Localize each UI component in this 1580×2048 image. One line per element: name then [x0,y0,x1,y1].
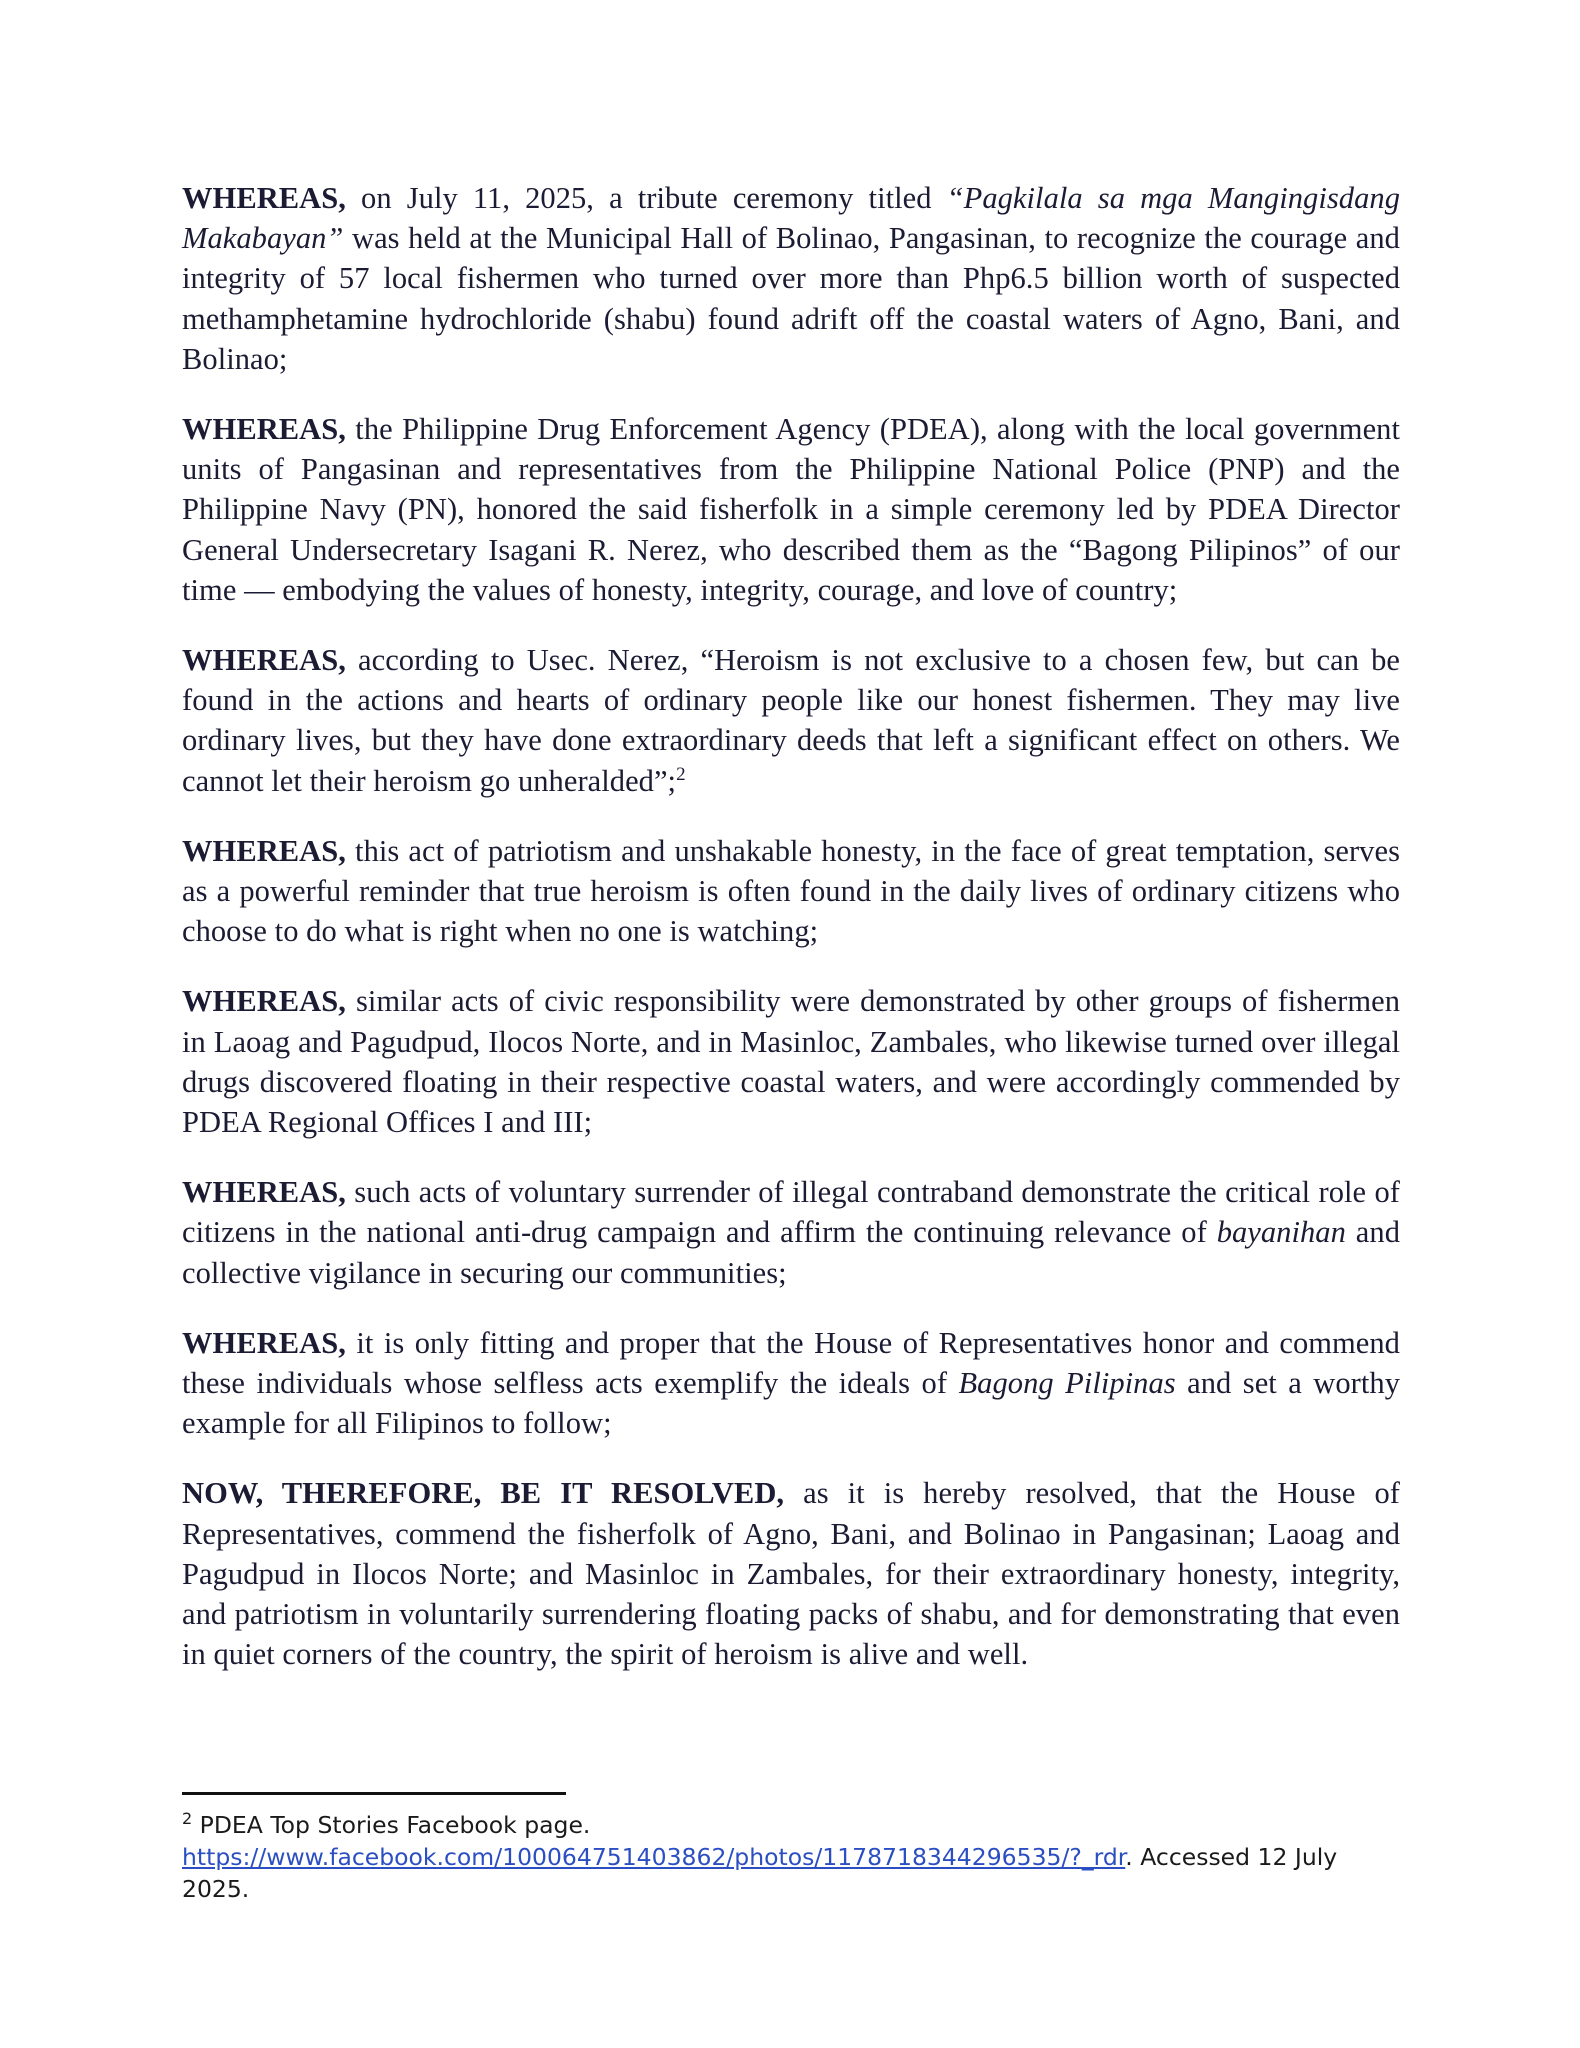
clause-voluntary-surrender [182,1172,1400,1293]
clause-fitting-and-proper [182,1323,1400,1444]
clause-italic-text: “Pagkilala sa mga Mangingisdang Makabayan” [182,181,1400,256]
clause-lead-in: WHEREAS, [182,181,346,215]
clause-patriotism [182,831,1400,952]
clause-text: similar acts of civic responsibility were demonstrated by other groups of fishermen in Laoag and Pagudpud, Ilocos Norte, and in Masinloc, Zambales, who likewise turned over illegal drugs discovered floating in their respective coastal waters, and were accordingly commended by PDEA Regional Offices I and III; [182,984,1400,1140]
clause-resolved [182,1473,1400,1674]
clause-tribute-ceremony [182,178,1400,379]
clause-text: according to Usec. Nerez, “Heroism is not exclusive to a chosen few, but can be found in the actions and hearts of ordinary people like our honest fishermen. They may live ordinary lives, but they have done extraordinary deeds that left a significant effect on others. We cannot let their heroism go unheralded”; [182,643,1400,798]
footnote-marker: 2 [182,1809,193,1829]
clause-text: and set a worthy example for all Filipinos to follow; [182,1366,1401,1441]
clause-lead-in: NOW, THEREFORE, BE IT RESOLVED, [182,1476,785,1511]
clause-lead-in: WHEREAS, [182,643,346,678]
clause-text: this act of patriotism and unshakable honesty, in the face of great temptation, serves as a powerful reminder that true heroism is often found in the daily lives of ordinary citizens who choose to do what is right when no one is watching; [182,833,1400,949]
footnote-reference: 2 [676,763,686,785]
clause-lead-in: WHEREAS, [182,1175,346,1210]
clause-text: and collective vigilance in securing our communities; [182,1215,1400,1290]
clause-text: was held at the Municipal Hall of Bolinao, Pangasinan, to recognize the courage and integrity of 57 local fishermen who turned over more than Php6.5 billion worth of suspected methamphetamine hydrochloride (shabu) found adrift off the coastal waters of Agno, Bani, and Bolinao; [182,221,1400,376]
clause-text: such acts of voluntary surrender of illegal contraband demonstrate the critical role of citizens in the national anti-drug campaign and affirm the continuing relevance of [182,1175,1400,1250]
clause-lead-in: WHEREAS, [182,412,346,447]
footnote-separator-rule [182,1792,566,1795]
footnote-source-text: PDEA Top Stories Facebook page. [192,1811,591,1839]
clause-italic-text: bayanihan [1216,1215,1346,1250]
clause-lead-in: WHEREAS, [182,984,346,1019]
clause-text: the Philippine Drug Enforcement Agency (PDEA), along with the local government units of Pangasinan and representatives from the Philippine National Police (PNP) and the Philippine Navy (PN), honored the said fisherfolk in a simple ceremony led by PDEA Director General Undersecretary Isagani R. Nerez, who described them as the “Bagong Pilipinos” of our time — embodying the values of honesty, integrity, courage, and love of country; [182,412,1400,607]
resolution-body [182,178,1400,1675]
clause-similar-acts [182,981,1400,1142]
clause-nerez-quote [182,640,1400,801]
clause-text: as it is hereby resolved, that the House of Representatives, commend the fisherfolk of Agno, Bani, and Bolinao in Pangasinan; Laoag and Pagudpud in Ilocos Norte; and Masinloc in Zambales, for their extraordinary honesty, integrity, and patriotism in voluntarily surrendering floating packs of shabu, and for demonstrating that even in quiet corners of the country, the spirit of heroism is alive and well. [182,1476,1401,1672]
footnote-accessed-text: . Accessed 12 July 2025. [182,1843,1338,1903]
clause-text: on July 11, 2025, a tribute ceremony titled [345,181,947,215]
footnote-area [182,1792,1400,1905]
clause-pdea-honors [182,409,1400,610]
footnote-entry [182,1809,1400,1905]
clause-lead-in: WHEREAS, [182,1325,346,1360]
clause-text: it is only fitting and proper that the House of Representatives honor and commend these individuals whose selfless acts exemplify the ideals of [182,1325,1400,1401]
clause-lead-in: WHEREAS, [182,833,346,868]
footnote-url-link[interactable]: https://www.facebook.com/100064751403862/photos/1178718344296535/?_rdr [182,1843,1126,1871]
clause-italic-text: Bagong Pilipinas [958,1366,1176,1401]
